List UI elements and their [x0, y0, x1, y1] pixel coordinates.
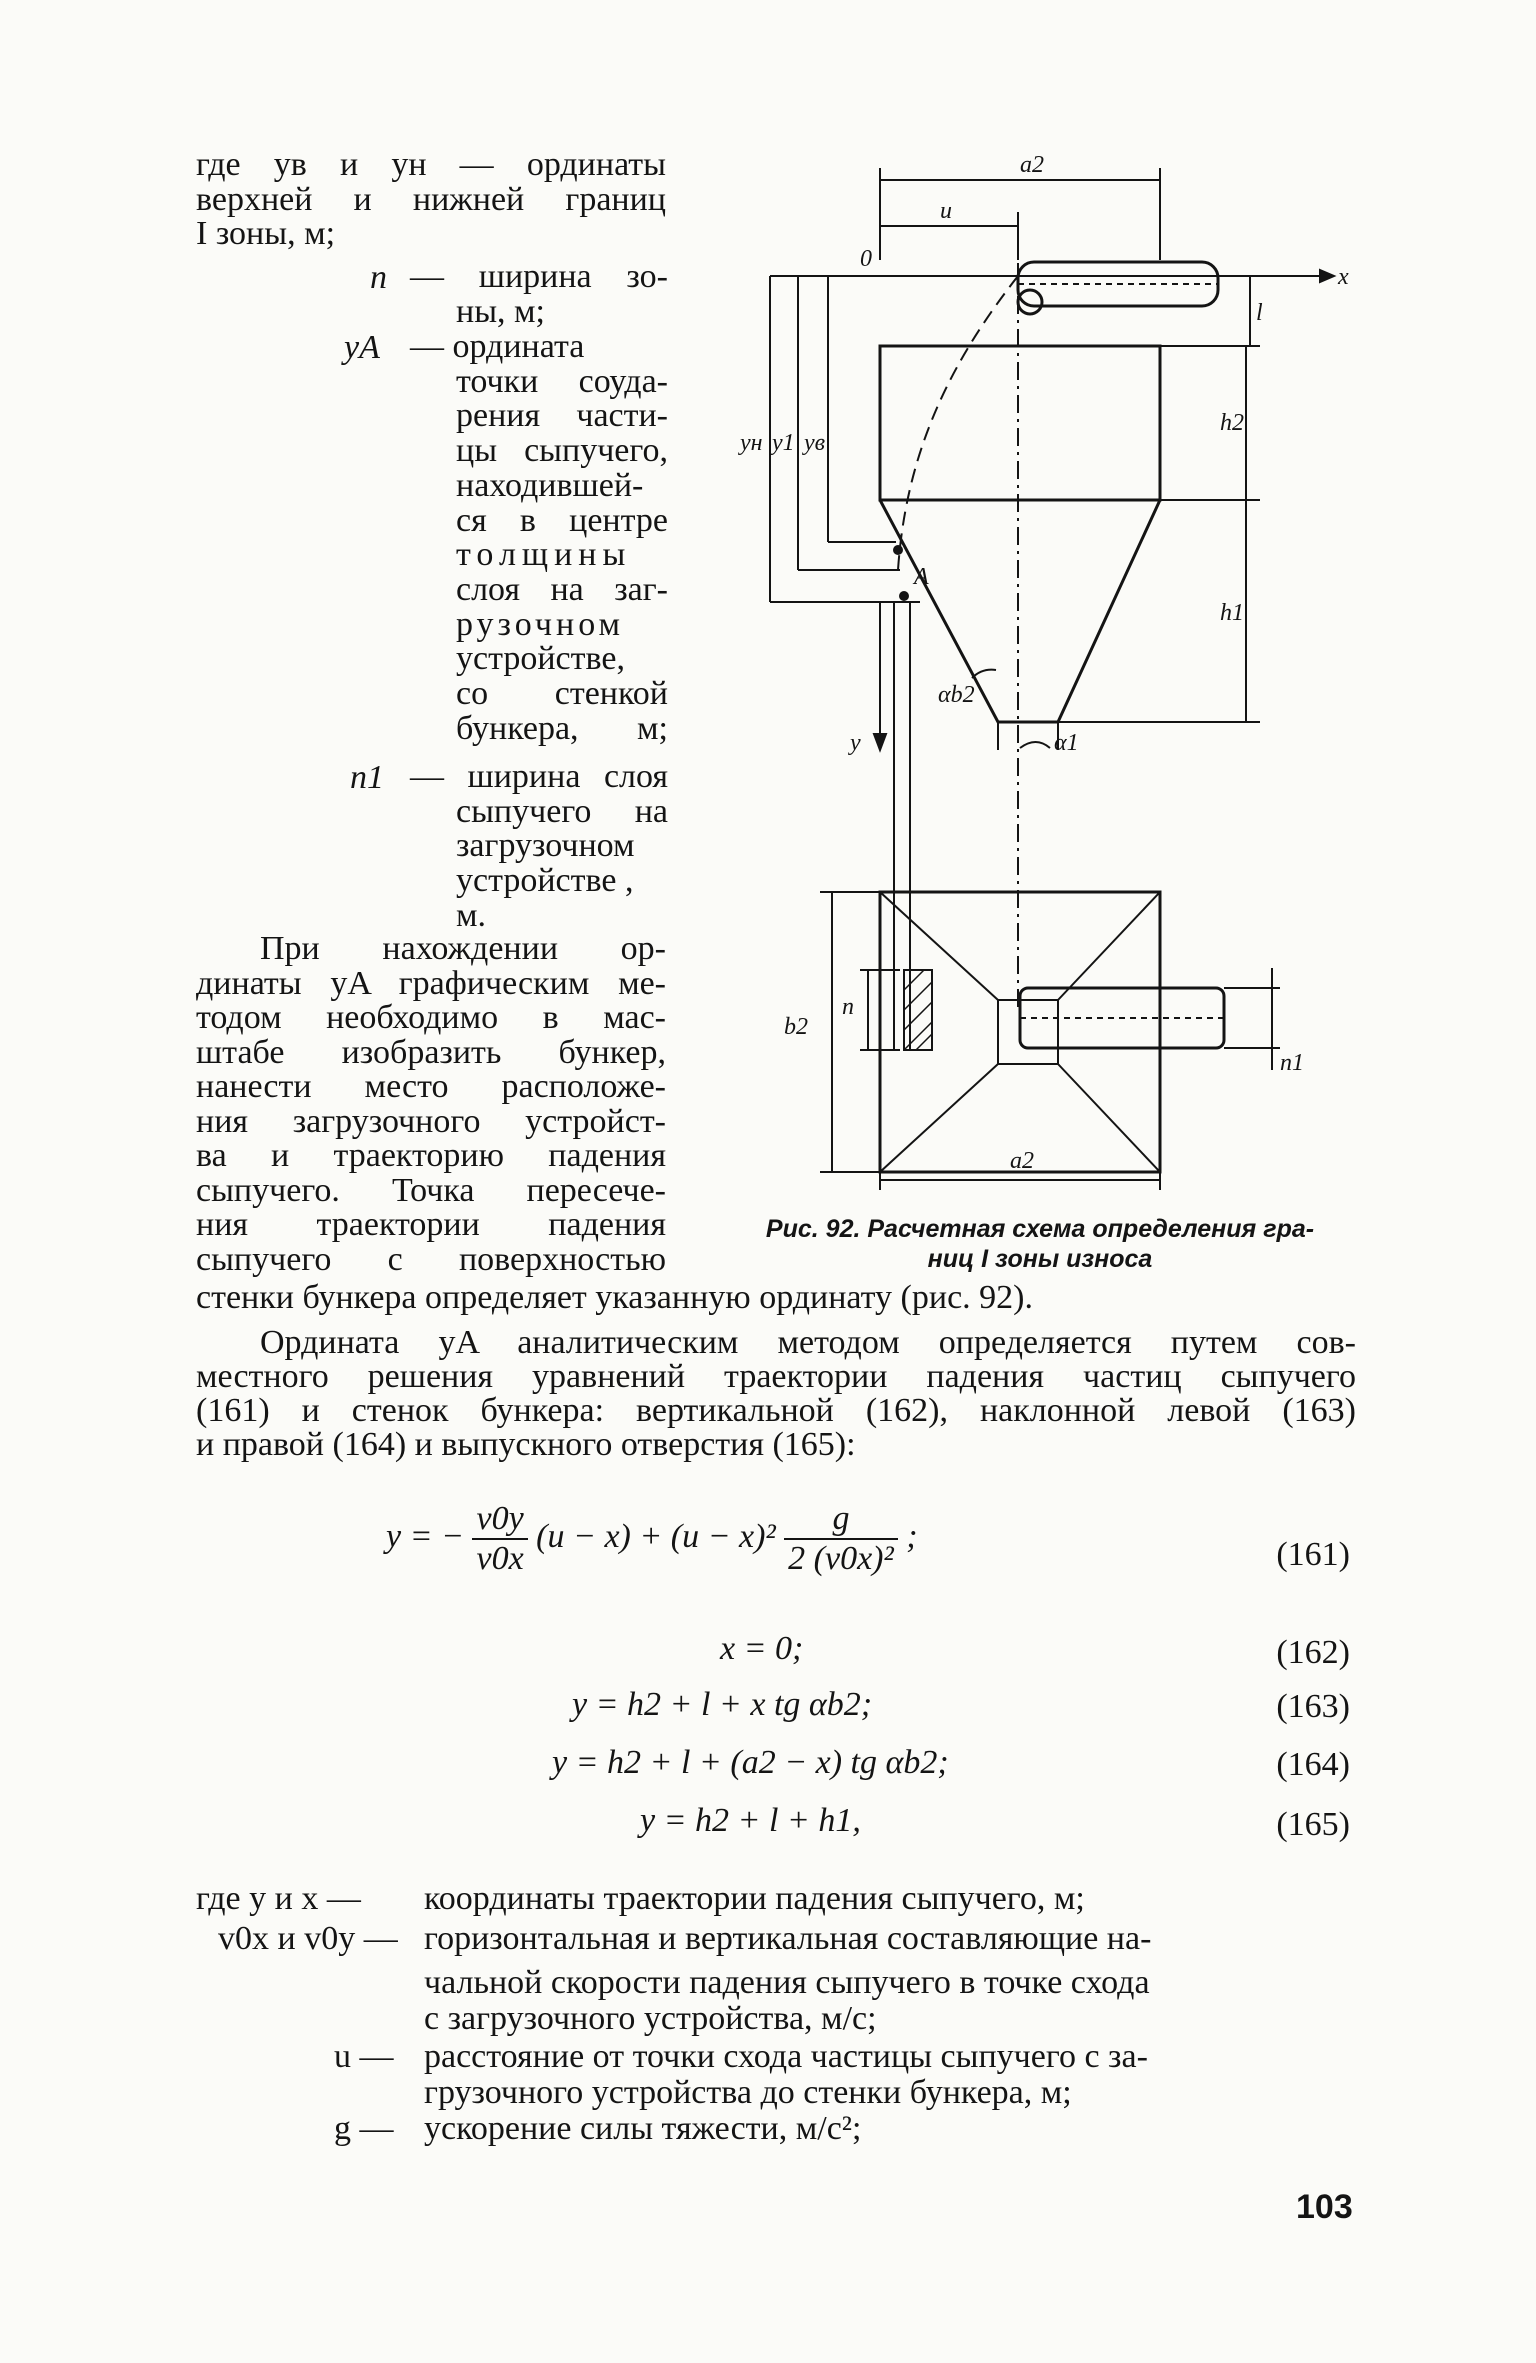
- label-l: l: [1256, 300, 1263, 326]
- def-line: точки соуда-: [456, 362, 668, 400]
- label-h1: h1: [1220, 600, 1244, 626]
- def-line: сыпучего на: [456, 792, 668, 830]
- figure-caption: [720, 1214, 1360, 1274]
- para-line: сыпучего. Точка пересече-: [196, 1171, 666, 1209]
- label-yv: yв: [804, 430, 826, 456]
- para-line: При нахождении ор-: [260, 930, 666, 967]
- equation-number-165: (165): [1276, 1806, 1350, 1843]
- para-line: сыпучего с поверхностью: [196, 1240, 666, 1278]
- eq161-fden: 2 (v0x)²: [788, 1540, 894, 1577]
- def-ya-text: [410, 330, 668, 746]
- equation-162: x = 0;: [720, 1630, 804, 1667]
- def-line: находившей-: [456, 466, 644, 504]
- para-line: тодом необходимо в мас-: [196, 999, 666, 1036]
- equation-number-162: (162): [1276, 1634, 1350, 1671]
- label-a2-bottom: a2: [1010, 1148, 1034, 1174]
- def-line: загрузочном: [456, 827, 635, 865]
- eq161-end: ;: [906, 1517, 918, 1555]
- para-line: и правой (164) и выпускного отверстия (165):: [196, 1426, 856, 1463]
- equation-number-164: (164): [1276, 1746, 1350, 1783]
- def-line: где yв и yн — ординаты: [196, 146, 666, 183]
- caption-line: Рис. 92. Расчетная схема определения гра-: [765, 1215, 1315, 1243]
- para-line-full: стенки бункера определяет указанную ординату (рис. 92).: [196, 1279, 1033, 1316]
- para-line: ния траектории падения: [196, 1206, 666, 1243]
- bunker-diagram: [720, 150, 1360, 1190]
- def-line: цы сыпучего,: [456, 432, 668, 470]
- def-line: бункера, м;: [456, 709, 668, 747]
- def-n1-text: [410, 760, 668, 934]
- def-bottom-text: расстояние от точки схода частицы сыпучего с за-: [424, 2038, 1148, 2075]
- eq161-lhs: y = −: [386, 1517, 464, 1555]
- label-b2: b2: [784, 1014, 808, 1040]
- eq161-num: v0y: [472, 1500, 527, 1540]
- def-bottom-text: с загрузочного устройства, м/с;: [424, 2000, 877, 2037]
- def-bottom-symbol: g —: [334, 2110, 394, 2147]
- def-line: рения части-: [456, 397, 668, 435]
- equation-number-163: (163): [1276, 1688, 1350, 1725]
- label-y-axis: y: [850, 730, 861, 756]
- bunker-hopper: [880, 500, 1160, 722]
- page-number: 103: [1296, 2188, 1353, 2226]
- equation-164: y = h2 + l + (a2 − x) tg αb2;: [552, 1744, 949, 1781]
- label-n1: n1: [1280, 1050, 1304, 1076]
- def-line: ся в центре: [456, 501, 668, 539]
- paragraph-analytic-method: [196, 1326, 1356, 1462]
- eq161-mid: (u − x) + (u − x)²: [536, 1517, 776, 1555]
- def-ya-symbol: yA: [344, 329, 380, 366]
- label-a2-top: a2: [1020, 152, 1044, 178]
- def-bottom-symbol: где y и x —: [196, 1880, 361, 1917]
- trajectory-curve: [898, 276, 1018, 570]
- def-line: — ширина зо-: [410, 258, 668, 295]
- def-line: слоя на заг-: [456, 570, 668, 608]
- def-n-text: [410, 260, 668, 329]
- def-bottom-symbol: v0x и v0y —: [218, 1920, 398, 1957]
- def-line: устройстве ,: [456, 862, 634, 900]
- label-h2: h2: [1220, 410, 1244, 436]
- def-bottom-text: координаты траектории падения сыпучего, м;: [424, 1880, 1085, 1917]
- equation-161: [386, 1500, 918, 1578]
- para-line: нанести место расположе-: [196, 1068, 666, 1105]
- def-line: толщины: [456, 536, 632, 574]
- label-yn: yн: [740, 430, 763, 456]
- def-n1-symbol: n1: [350, 759, 384, 796]
- eq161-fraction-gravity: [784, 1500, 898, 1578]
- para-line: ва и траекторию падения: [196, 1137, 666, 1174]
- bunker-upper: [880, 346, 1160, 500]
- caption-line: ниц I зоны износа: [927, 1245, 1153, 1273]
- def-line: со стенкой: [456, 675, 668, 713]
- equation-163: y = h2 + l + x tg αb2;: [572, 1686, 873, 1723]
- def-bottom-text: чальной скорости падения сыпучего в точке схода: [424, 1964, 1150, 2001]
- para-line: динаты yA графическим ме-: [196, 964, 666, 1002]
- eq161-den: v0x: [476, 1540, 524, 1577]
- para-line: местного решения уравнений траектории падения частиц сыпучего: [196, 1358, 1356, 1395]
- def-line: верхней и нижней границ: [196, 180, 666, 218]
- def-line: м.: [456, 896, 487, 934]
- def-line: I зоны, м;: [196, 215, 336, 253]
- equation-165: y = h2 + l + h1,: [640, 1802, 861, 1839]
- def-line: рузочном: [456, 605, 625, 643]
- def-bottom-text: горизонтальная и вертикальная составляющие на-: [424, 1920, 1152, 1957]
- label-A: A: [914, 564, 929, 590]
- def-bottom-text: ускорение силы тяжести, м/с²;: [424, 2110, 862, 2147]
- label-y1: y1: [772, 430, 795, 456]
- def-line: — ширина слоя: [410, 758, 668, 795]
- para-line: штабе изобразить бункер,: [196, 1033, 666, 1071]
- label-alpha-b2: αb2: [938, 682, 975, 708]
- def-line: устройстве,: [456, 640, 625, 678]
- def-n-symbol: n: [370, 259, 387, 296]
- para-line: ния загрузочного устройст-: [196, 1102, 666, 1140]
- def-line: ны, м;: [456, 292, 546, 330]
- para-line: Ордината yA аналитическим методом определяется путем сов-: [260, 1324, 1356, 1361]
- paragraph-graphic-method: [196, 932, 666, 1277]
- def-bottom-symbol: u —: [334, 2038, 394, 2075]
- label-zero: 0: [860, 246, 872, 272]
- eq161-fraction-velocity: [472, 1500, 527, 1578]
- label-x: x: [1338, 264, 1349, 290]
- para-line: (161) и стенок бункера: вертикальной (162), наклонной левой (163): [196, 1392, 1356, 1429]
- label-n: n: [842, 994, 854, 1020]
- equation-number-161: (161): [1276, 1536, 1350, 1573]
- def-line: — ордината: [410, 328, 585, 365]
- def-bottom-text: грузочного устройства до стенки бункера, м;: [424, 2074, 1072, 2111]
- label-u: u: [940, 198, 952, 224]
- eq161-fnum: g: [784, 1500, 898, 1540]
- definitions-top: [196, 148, 666, 252]
- label-alpha1: α1: [1054, 730, 1079, 756]
